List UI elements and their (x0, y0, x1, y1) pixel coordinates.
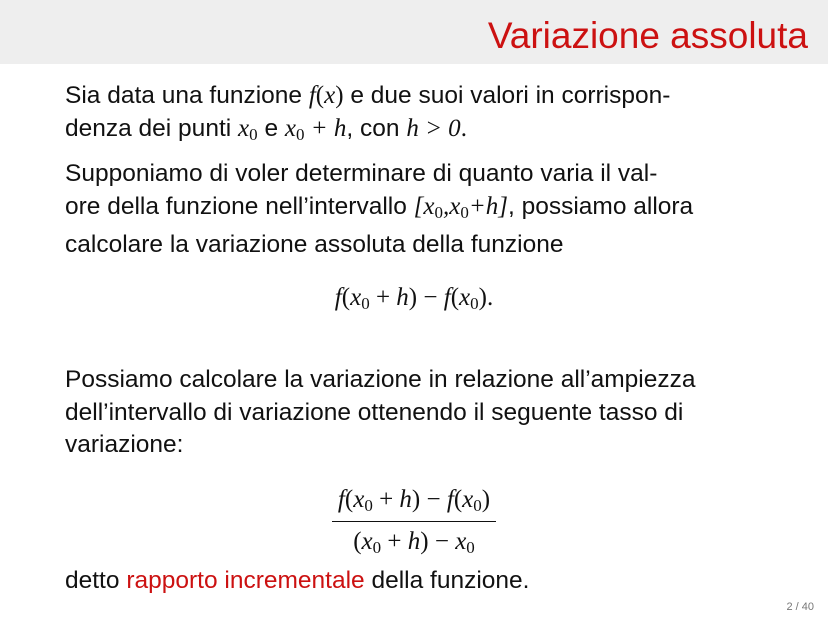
text-fragment: variazione: (65, 431, 184, 458)
text-fragment: della funzione. (371, 567, 530, 594)
math-x: x (324, 82, 336, 109)
math-interval: $[x_0,x_0+h]$ (413, 192, 508, 222)
text-fragment: calcolare la variazione assoluta della funzione (65, 231, 564, 258)
text-fragment: e due suoi valori in corrispon- (350, 82, 671, 109)
paragraph-1: Sia data una funzione f(x) e due suoi valori in corrispon- denza dei punti $x_0$ e $x_0 + h$, con h > 0. (65, 82, 671, 144)
text-fragment: Sia data una funzione (65, 82, 303, 109)
paragraph-4 (65, 565, 763, 598)
text-fragment: , possiamo allora (507, 192, 694, 220)
math-paren: ( (315, 82, 325, 109)
text-fragment: denza dei punti (65, 114, 232, 142)
formula-difference-quotient (0, 486, 828, 558)
page-number: 2 / 40 (786, 601, 814, 613)
formula-absolute-variation: $f(x_0 + h) - f(x_0)$. (334, 284, 494, 313)
text-fragment: ore della funzione nell’intervallo (65, 192, 407, 220)
math-paren: ) (335, 82, 344, 109)
math-h-gt-0: h > 0 (406, 114, 461, 142)
paragraph-2 (65, 158, 763, 262)
text-fragment: , con (346, 114, 400, 142)
paragraph-3 (65, 364, 763, 462)
text-fragment: dell’intervallo di variazione ottenendo il seguente tasso di (65, 398, 684, 426)
text-fragment: e (264, 114, 279, 142)
fraction-numerator: $f(x_0 + h) - f(x_0)$ (337, 486, 491, 515)
text-fragment: Supponiamo di voler determinare di quanto varia il val- (65, 160, 658, 187)
math-x0: $x_0$ (238, 114, 258, 144)
math-x0-plus-h: $x_0 + h$ (284, 114, 347, 144)
fraction-denominator: $(x_0 + h) - x_0$ (353, 528, 475, 558)
text-fragment: detto (65, 567, 120, 594)
fraction (332, 486, 496, 558)
slide-header (0, 0, 828, 64)
slide-title: Variazione assoluta (487, 15, 808, 56)
math-fx: f (308, 82, 316, 109)
text-fragment: Possiamo calcolare la variazione in relazione all’ampiezza (65, 366, 696, 393)
highlight-term: rapporto incrementale (126, 567, 365, 594)
